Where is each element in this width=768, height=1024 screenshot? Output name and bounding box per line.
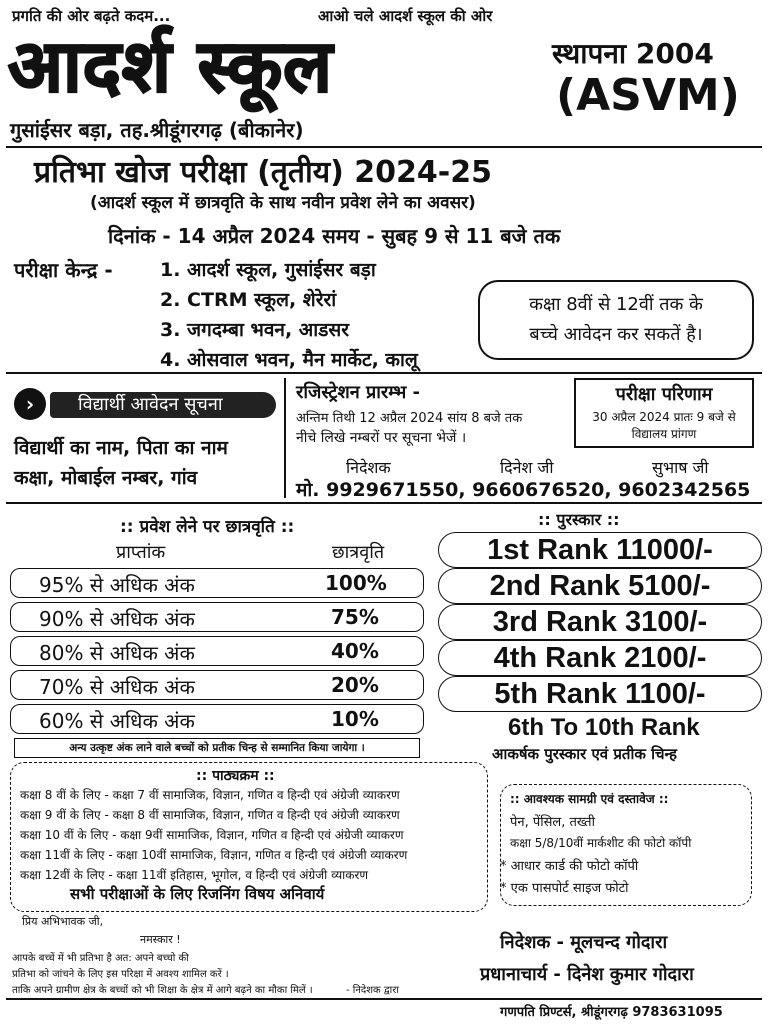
application-line: कक्षा, मोबाईल नम्बर, गांव xyxy=(14,467,198,489)
eligibility-box xyxy=(478,280,754,360)
row-marks: 70% से अधिक अंक xyxy=(39,675,195,699)
divider xyxy=(6,502,762,504)
row-pct: 20% xyxy=(331,673,379,697)
syllabus-heading: :: पाठ्यक्रम :: xyxy=(196,768,275,784)
school-address: गुसांईसर बड़ा, तह.श्रीडूंगरगढ़ (बीकानेर) xyxy=(10,118,304,142)
rank-5: 5th Rank 1100/- xyxy=(438,676,762,712)
centre-item: 2. CTRM स्कूल, शेरेरां xyxy=(160,289,337,311)
syllabus-line: कक्षा 10 वीं के लिए - कक्षा 9वीं सामाजिक, विज्ञान, गणित व हिन्दी एवं अंग्रेजी व्याकरण xyxy=(20,828,404,842)
row-marks: 90% से अधिक अंक xyxy=(39,607,195,631)
contact-label: दिनेश जी xyxy=(500,458,554,477)
documents-heading: :: आवश्यक सामग्री एवं दस्तावेज :: xyxy=(510,792,669,806)
centre-item: 4. ओसवाल भवन, मैन मार्केट, कालू xyxy=(160,349,418,371)
row-marks: 80% से अधिक अंक xyxy=(39,641,195,665)
prizes-heading: :: पुरस्कार :: xyxy=(538,510,620,529)
result-heading: परीक्षा परिणाम xyxy=(615,384,713,405)
vertical-divider xyxy=(284,378,286,498)
printer-credit: गणपति प्रिण्टर्स, श्रीडूंगरगढ़ 9783631095 xyxy=(500,1005,723,1020)
tagline-right: आओ चले आदर्श स्कूल की ओर xyxy=(318,7,493,25)
scholarship-row xyxy=(10,568,424,598)
exam-subtitle: (आदर्श स्कूल में छात्रवृति के साथ नवीन प्रवेश लेने का अवसर) xyxy=(90,193,476,213)
letter-sign: - निदेशक द्वारा xyxy=(346,985,399,996)
letter-line: ताकि अपने ग्रामीण क्षेत्र के बच्चों को भी शिक्षा के क्षेत्र में आगे बढ़ने का मौका मिलें । xyxy=(12,985,313,996)
rank-1: 1st Rank 11000/- xyxy=(438,532,762,568)
row-pct: 10% xyxy=(331,707,379,731)
extra-ranks: 6th To 10th Rank xyxy=(508,714,700,741)
col-marks: प्राप्तांक xyxy=(116,542,166,563)
letter-line: प्रतिभा को जांचने के लिए इस परिक्षा में अवश्य शामिल करें । xyxy=(12,969,229,980)
registration-heading: रजिस्ट्रेशन प्रारम्भ - xyxy=(296,382,421,403)
syllabus-line: कक्षा 12वीं के लिए - कक्षा 11वीं इतिहास, भूगोल, व हिन्दी एवं अंग्रेजी व्याकरण xyxy=(20,868,369,882)
scholarship-row xyxy=(10,602,424,632)
row-pct: 100% xyxy=(325,571,387,595)
eligibility-line: बच्चे आवेदन कर सकतें है। xyxy=(529,324,703,345)
divider xyxy=(6,146,762,148)
contact-label: निदेशक xyxy=(346,458,391,477)
scholarship-heading: :: प्रवेश लेने पर छात्रवृति :: xyxy=(120,517,295,537)
syllabus-line: कक्षा 8 वीं के लिए - कक्षा 7 वीं सामाजिक, विज्ञान, गणित व हिन्दी एवं अंग्रेजी व्याकरण xyxy=(20,788,400,802)
row-pct: 40% xyxy=(331,639,379,663)
row-marks: 60% से अधिक अंक xyxy=(39,709,195,733)
letter-greeting: प्रिय अभिभावक जी, xyxy=(22,915,104,928)
application-line: विद्यार्थी का नाम, पिता का नाम xyxy=(14,437,228,459)
school-name: आदर्श स्कूल xyxy=(8,24,333,108)
documents-line: * एक पासपोर्ट साइज फोटो xyxy=(500,881,629,896)
director-name: निदेशक - मूलचन्द गोदारा xyxy=(500,932,668,953)
school-abbr: (ASVM) xyxy=(556,70,740,121)
extra-ranks-sub: आकर्षक पुरस्कार एवं प्रतीक चिन्ह xyxy=(492,745,677,763)
scholarship-note: अन्य उत्कृष्ट अंक लाने वाले बच्चों को प्रतीक चिन्ह से सम्मानित किया जायेगा । xyxy=(14,738,420,758)
documents-line: कक्षा 5/8/10वीं मार्कशीट की फोटो कॉपी xyxy=(510,836,692,850)
arrow-circle-icon: › xyxy=(14,388,46,420)
divider xyxy=(6,372,762,374)
phone-numbers: मो. 9929671550, 9660676520, 9602342565 xyxy=(296,479,751,501)
registration-line: नीचे लिखे नम्बरों पर सूचना भेजें । xyxy=(296,430,467,446)
centre-item: 3. जगदम्बा भवन, आडसर xyxy=(160,319,349,341)
principal-name: प्रधानाचार्य - दिनेश कुमार गोदारा xyxy=(480,964,694,985)
syllabus-line: कक्षा 9 वीं के लिए - कक्षा 8 वीं सामाजिक, विज्ञान, गणित व हिन्दी एवं अंग्रेजी व्याकरण xyxy=(20,808,400,822)
row-marks: 95% से अधिक अंक xyxy=(39,573,195,597)
result-box xyxy=(574,378,754,448)
established: स्थापना 2004 xyxy=(552,37,714,70)
exam-title: प्रतिभा खोज परीक्षा (तृतीय) 2024-25 xyxy=(34,155,492,190)
scholarship-row xyxy=(10,704,424,734)
syllabus-footer: सभी परीक्षाओं के लिए रिजनिंग विषय अनिवार्य xyxy=(70,885,325,903)
rank-4: 4th Rank 2100/- xyxy=(438,640,762,676)
rank-2: 2nd Rank 5100/- xyxy=(438,568,762,604)
letter-line: आपके बच्चें में भी प्रतिभा है अत: अपने बच्चो की xyxy=(12,953,189,964)
row-pct: 75% xyxy=(331,605,379,629)
tagline-left: प्रगति की ओर बढ़ते कदम... xyxy=(12,7,171,25)
letter-namaskar: नमस्कार ! xyxy=(140,933,181,946)
application-heading: विद्यार्थी आवेदन सूचना xyxy=(50,392,276,418)
divider xyxy=(6,998,762,1000)
rank-3: 3rd Rank 3100/- xyxy=(438,604,762,640)
centre-item: 1. आदर्श स्कूल, गुसांईसर बड़ा xyxy=(160,259,376,281)
scholarship-row xyxy=(10,670,424,700)
result-line: विद्यालय प्रांगण xyxy=(631,427,697,441)
contact-label: सुभाष जी xyxy=(652,458,709,477)
documents-line: * आधार कार्ड की फोटो कॉपी xyxy=(500,859,639,874)
documents-line: पेन, पेंसिल, तख्ती xyxy=(510,815,595,830)
eligibility-line: कक्षा 8वीं से 12वीं तक के xyxy=(529,294,703,315)
registration-line: अन्तिम तिथी 12 अप्रैल 2024 सांय 8 बजे तक xyxy=(296,411,523,426)
centres-label: परीक्षा केन्द्र - xyxy=(14,258,113,282)
exam-date: दिनांक - 14 अप्रैल 2024 समय - सुबह 9 से 11 बजे तक xyxy=(108,224,561,248)
syllabus-line: कक्षा 11वीं के लिए - कक्षा 10वीं सामाजिक, विज्ञान, गणित व हिन्दी एवं अंग्रेजी व्याकरण xyxy=(20,848,408,862)
scholarship-row xyxy=(10,636,424,666)
col-scholarship: छात्रवृति xyxy=(332,542,385,563)
result-line: 30 अप्रैल 2024 प्रातः 9 बजे से xyxy=(592,410,736,424)
